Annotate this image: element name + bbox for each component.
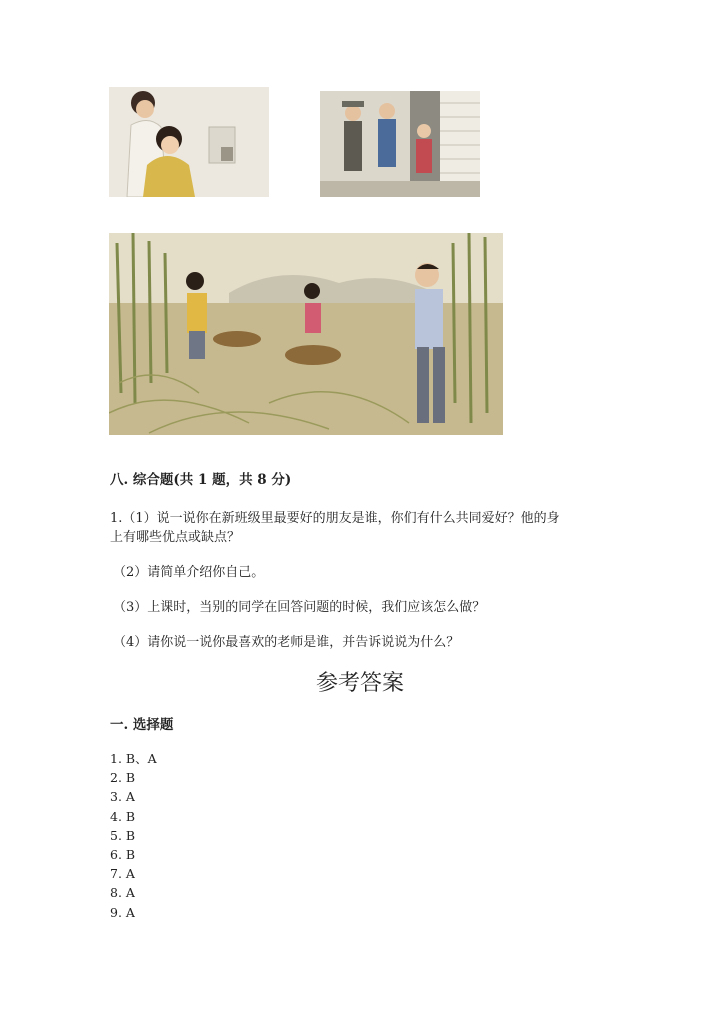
answer-list (110, 749, 157, 922)
answer-item: 4. B (110, 808, 136, 824)
barbershop-illustration (109, 87, 269, 197)
answer-item: 2. B (110, 770, 136, 786)
question-4: （4）请你说一说你最喜欢的老师是谁，并告诉说说为什么？ (113, 635, 460, 650)
answer-item: 7. A (110, 866, 135, 882)
doorway-greeting-illustration (320, 91, 480, 197)
answer-item: 9. A (110, 904, 135, 920)
answer-item: 6. B (110, 847, 136, 863)
question-1-line-2: 上有哪些优点或缺点？ (110, 530, 241, 545)
answer-key-title: 参考答案 (315, 671, 404, 696)
cornfield-harvest-illustration (109, 233, 503, 435)
question-2: （2）请简单介绍你自己。 (113, 565, 265, 580)
question-1-line-1: 1.（1）说一说你在新班级里最要好的朋友是谁，你们有什么共同爱好？他的身 (110, 511, 560, 526)
answer-item: 1. B、A (110, 751, 157, 766)
section-heading-multiple-choice: 一. 选择题 (110, 717, 174, 733)
answer-item: 3. A (110, 789, 135, 805)
section-heading-comprehensive: 八. 综合题(共 1 题，共 8 分) (110, 472, 292, 488)
answer-item: 8. A (110, 885, 135, 901)
answer-item: 5. B (110, 827, 136, 843)
question-3: （3）上课时，当别的同学在回答问题的时候，我们应该怎么做？ (113, 600, 486, 615)
